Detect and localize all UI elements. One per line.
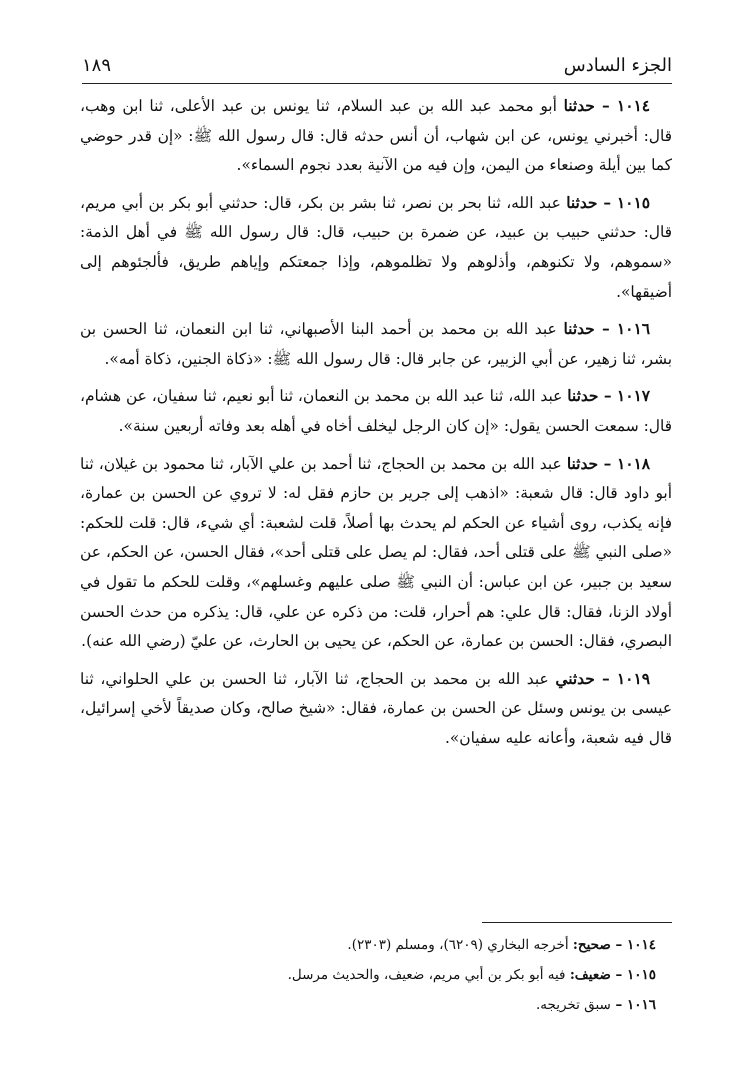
hadith-1016 — [80, 315, 672, 374]
hadith-text: أبو محمد عبد الله بن عبد السلام، ثنا يونس بن عبد الأعلى، ثنا ابن وهب، قال: أخبرني يونس، عن ابن شهاب، أن أنس حدثه قال: قال رسول الله ﷺ: «إن قدر حوضي كما بين أيلة وصنعاء من اليمن، وإن فيه من الآنية بعدد نجوم السماء». — [80, 97, 672, 175]
page-number: ١٨٩ — [82, 55, 112, 76]
hadith-dash: – — [594, 320, 617, 339]
hadith-text: عبد الله، ثنا بحر بن نصر، ثنا بشر بن بكر، قال: حدثني أبو بكر بن أبي مريم، قال: حدثني حبيب بن عبيد، عن ضمرة بن حبيب، قال: قال رسول الله ﷺ في أهل الذمة: «سموهم، ولا تكنوهم، وأذلوهم ولا تظلموهم، وإذا جمعتكم وإياهم طريق، فألجئوهم إلى أضيقها». — [80, 193, 672, 301]
hadith-number: ١٠١٩ — [616, 669, 650, 688]
hadith-dash: – — [598, 454, 617, 473]
footnote-dash: – — [610, 997, 627, 1013]
hadith-lead: حدثنا — [563, 97, 595, 115]
footnote-text: أخرجه البخاري (٦٢٠٩)، ومسلم (٢٣٠٣). — [347, 937, 573, 953]
hadith-body — [80, 92, 672, 761]
hadith-lead: حدثني — [555, 669, 595, 688]
hadith-lead: حدثنا — [567, 387, 599, 406]
footnote-dash: – — [610, 937, 627, 953]
hadith-1018 — [80, 450, 672, 657]
hadith-number: ١٠١٥ — [616, 193, 650, 212]
footnote-number: ١٠١٤ — [626, 937, 656, 953]
footnote-1015 — [82, 960, 672, 990]
hadith-number: ١٠١٨ — [616, 454, 651, 473]
hadith-dash: – — [598, 387, 617, 406]
hadith-dash: – — [594, 97, 617, 115]
header-rule — [82, 83, 672, 84]
hadith-text: عبد الله بن محمد بن الحجاج، ثنا الآبار، ثنا الحسن بن علي الحلواني، ثنا عيسى بن يونس وسئل عن الحسن بن عمارة، فقال: «شيخ صالح، وكان صديقاً لأخي إسرائيل، قال فيه شعبة، وأعانه عليه سفيان». — [80, 669, 672, 747]
hadith-number: ١٠١٧ — [616, 387, 650, 406]
hadith-1015 — [80, 189, 672, 307]
hadith-1017 — [80, 382, 672, 441]
hadith-lead: حدثنا — [566, 193, 598, 212]
footnote-dash: – — [610, 967, 627, 983]
hadith-text: عبد الله بن محمد بن أحمد البنا الأصبهاني، ثنا ابن النعمان، ثنا الحسن بن بشر، ثنا زهير، عن أبي الزبير، عن جابر قال: قال رسول الله ﷺ: «ذكاة الجنين، ذكاة أمه». — [80, 320, 672, 368]
hadith-number: ١٠١٤ — [616, 97, 650, 115]
hadith-dash: – — [597, 193, 617, 212]
footnote-grade: صحيح: — [572, 937, 611, 953]
footnote-grade: ضعيف: — [569, 967, 611, 983]
hadith-text: عبد الله، ثنا عبد الله بن محمد بن النعمان، ثنا أبو نعيم، ثنا سفيان، عن هشام، قال: سمعت الحسن يقول: «إن كان الرجل ليخلف أخاه في أهله بعد وفاته أربعين سنة». — [80, 387, 672, 435]
footnote-1014 — [82, 930, 672, 960]
footnotes — [82, 930, 672, 1020]
hadith-1019 — [80, 665, 672, 754]
footnote-1016 — [82, 990, 672, 1020]
hadith-1014 — [80, 92, 672, 181]
hadith-lead: حدثنا — [566, 454, 599, 473]
hadith-lead: حدثنا — [563, 320, 595, 339]
hadith-text: عبد الله بن محمد بن الحجاج، ثنا أحمد بن علي الآبار، ثنا محمود بن غيلان، ثنا أبو داود قال: قال شعبة: «اذهب إلى جرير بن حازم فقل له: لا تروي عن الحسن بن عمارة، فإنه يكذب، روى أشياء عن الحكم لم يحدث بها أصلاً، قلت لشعبة: أي شيء، قال: قلت للحكم: «صلى النبي ﷺ على قتلى أحد، فقال: لم يصل على قتلى أحد»، فقال الحسن، عن الحكم، عن سعيد بن جبير، عن ابن عباس: أن النبي ﷺ صلى عليهم وغسلهم»، وقلت للحكم ما تقول في أولاد الزنا، فقال: قال علي: هم أحرار، قلت: من ذكره عن علي، قال: يذكره من حدث الحسن البصري، فقال: الحسن بن عمارة، عن الحكم، عن يحيى بن الحارث، عن عليّ (رضي الله عنه). — [80, 454, 672, 651]
footnote-text: سبق تخريجه. — [535, 997, 611, 1013]
footnote-text: فيه أبو بكر بن أبي مريم، ضعيف، والحديث مرسل. — [287, 967, 570, 983]
hadith-dash: – — [594, 669, 617, 688]
footnote-number: ١٠١٦ — [626, 997, 656, 1013]
footnote-number: ١٠١٥ — [626, 967, 656, 983]
footnote-separator — [482, 922, 672, 923]
running-title: الجزء السادس — [563, 55, 672, 76]
page-header — [82, 40, 672, 76]
hadith-number: ١٠١٦ — [616, 320, 650, 339]
